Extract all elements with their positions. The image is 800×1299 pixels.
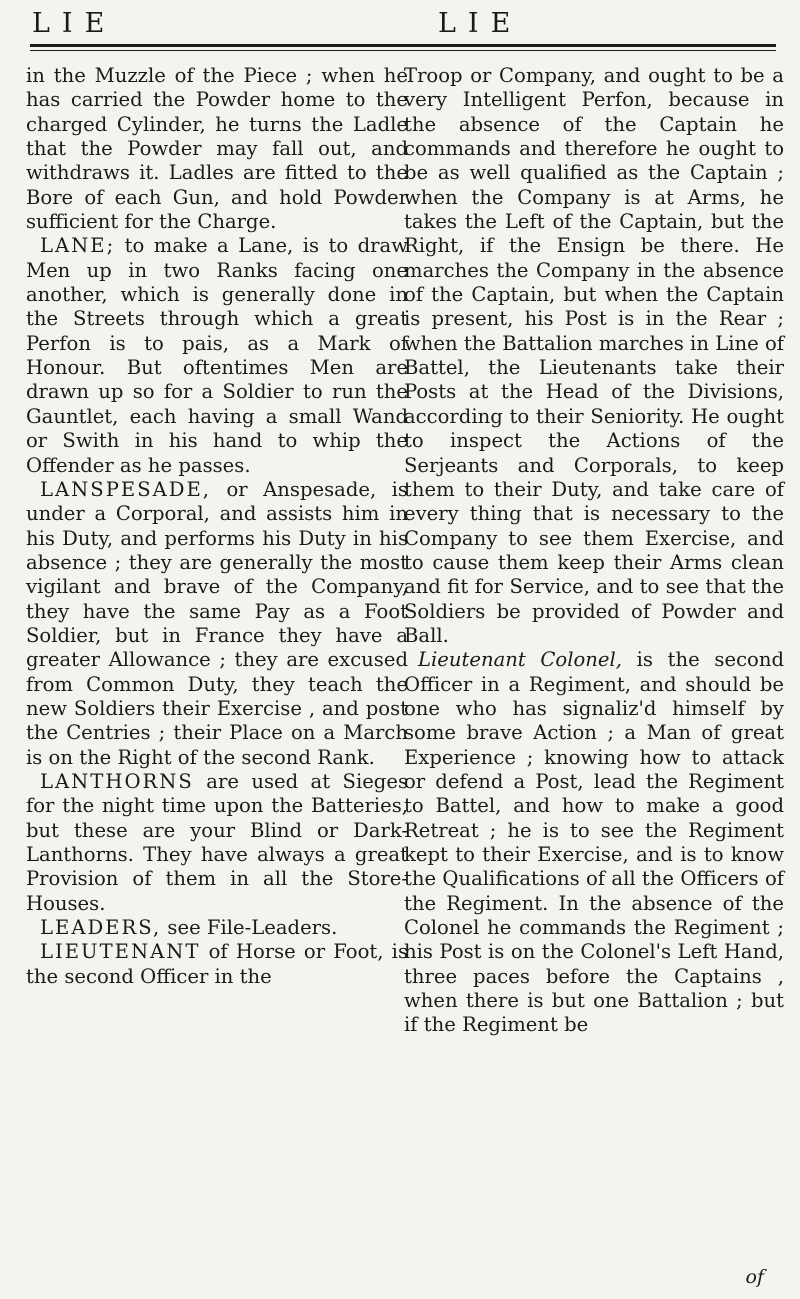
headword: LANSPESADE, bbox=[40, 477, 212, 501]
header-rule bbox=[30, 44, 776, 47]
headword: LANE; bbox=[40, 234, 116, 258]
right-column bbox=[404, 64, 784, 1038]
headword: Lieutenant Colonel, bbox=[418, 648, 622, 672]
paragraph-continuation: Troop or Company, and ought to be a very Intelligent Perfon, because in the absence of the Captain he commands and therefore he ought to be as well qualified as the Captain ; when the Company is at Arms, he takes the Left of the Captain, but the Right, if the Ensign be there. He marches the Company in the absence of the Captain, but when the Captain is present, his Post is in the Rear ; when the Battalion marches in Line of Battel, the Lieutenants take their Posts at the Head of the Divisions, according to their Seniority. He ought to inspect the Actions of the Serjeants and Corporals, to keep them to their Duty, and take care of every thing that is necessary to the Company to see them Exercise, and to cause them keep their Arms clean and fit for Service, and to see that the Soldiers be provided of Powder and Ball. bbox=[404, 64, 784, 647]
running-head-right: LIE bbox=[438, 8, 523, 39]
running-head-left: LIE bbox=[32, 8, 117, 39]
header-rule-thin bbox=[30, 50, 776, 51]
entry-lane: LANE; to make a Lane, is to draw Men up in two Ranks facing one another, which is generally done in the Streets through which a great Perfon is to pais, as a Mark of Honour. But oftentimes Men are drawn up so for a Soldier to run the Gauntlet, each having a small Wand or Swith in his hand to whip the Offender as he passes. bbox=[26, 234, 408, 477]
entry-lieutenant-colonel: Lieutenant Colonel, is the second Officer in a Regiment, and should be one who has signaliz'd himself by some brave Action ; a Man of great Experience ; knowing how to attack or defend a Post, lead the Regiment to Battel, and how to make a good Retreat ; he is to see the Regiment kept to their Exercise, and is to know the Qualifications of all the Officers of the Regiment. In the absence of the Colonel he commands the Regiment ; his Post is on the Colonel's Left Hand, three paces before the Captains , when there is but one Battalion ; but if the Regiment be bbox=[404, 648, 785, 1037]
headword: LIEUTENANT bbox=[40, 940, 201, 964]
headword: LANTHORNS bbox=[40, 769, 194, 793]
entry-lieutenant: LIEUTENANT of Horse or Foot, is the second Officer in the bbox=[26, 940, 408, 988]
paragraph-continuation: in the Muzzle of the Piece ; when he has carried the Powder home to the charged Cylinder, he turns the Ladle that the Powder may fall out, and withdraws it. Ladles are fitted to the Bore of each Gun, and hold Powder sufficient for the Charge. bbox=[26, 64, 408, 234]
left-column bbox=[26, 64, 408, 989]
headword: LEADERS, bbox=[40, 916, 162, 940]
entry-lanspesade: LANSPESADE, or Anspesade, is under a Corporal, and assists him in his Duty, and performs his Duty in his absence ; they are generally the most vigilant and brave of the Company, they have the same Pay as a Foot Soldier, but in France they have a greater Allowance ; they are excused from Common Duty, they teach the new Soldiers their Exercise , and post the Centries ; their Place on a March is on the Right of the second Rank. bbox=[26, 477, 408, 769]
entry-leaders: LEADERS, see File-Leaders. bbox=[40, 916, 338, 940]
entry-lanthorns: LANTHORNS are used at Sieges for the night time upon the Batteries, but these are your Blind or Dark-Lanthorns. They have always a great Provision of them in all the Store-Houses. bbox=[26, 769, 408, 915]
catchword: of bbox=[745, 1266, 764, 1288]
running-head bbox=[0, 8, 800, 48]
